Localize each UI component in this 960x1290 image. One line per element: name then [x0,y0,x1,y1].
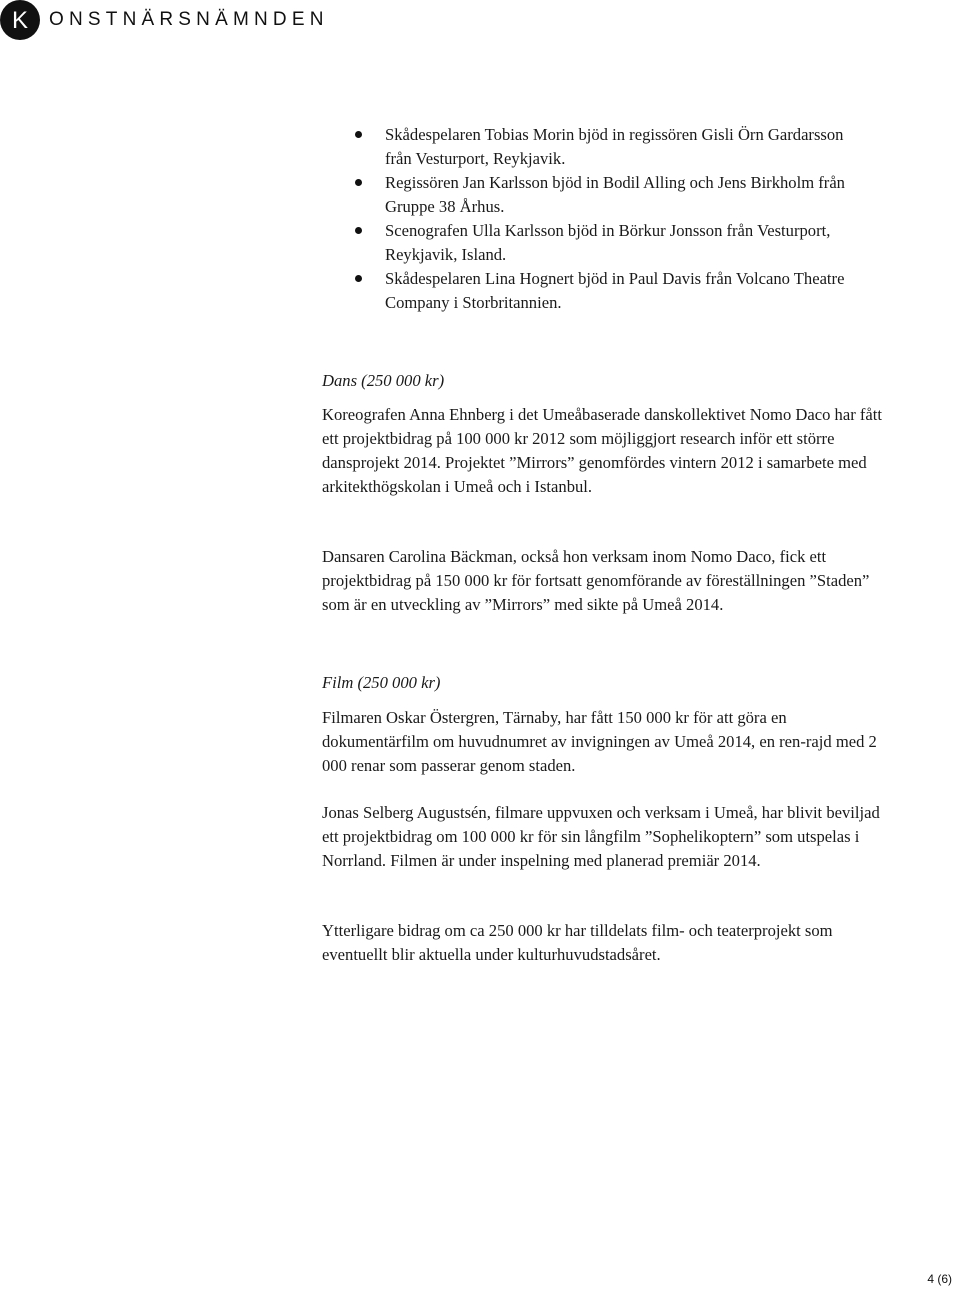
page-number: 4 (6) [927,1272,952,1286]
logo-wordmark: ONSTNÄRSNÄMNDEN [49,9,329,30]
list-item [355,123,845,171]
header [0,0,400,44]
bullet-icon [355,179,362,186]
list-item [355,171,845,219]
bullet-text: Regissören Jan Karlsson bjöd in Bodil Alling och Jens Birkholm från Gruppe 38 Århus. [385,173,845,216]
bullet-icon [355,227,362,234]
bullet-text: Skådespelaren Tobias Morin bjöd in regissören Gisli Örn Gardarsson från Vesturport, Reykjavik. [385,125,844,168]
film-paragraph-1: Filmaren Oskar Östergren, Tärnaby, har fått 150 000 kr för att göra en dokumentärfilm om huvudnumret av invigningen av Umeå 2014, en ren-rajd med 2 000 renar som passerar genom staden. [322,708,877,775]
bullet-list [355,123,845,315]
film-heading: Film (250 000 kr) [322,673,441,692]
dans-heading: Dans (250 000 kr) [322,371,445,390]
bullet-text: Skådespelaren Lina Hognert bjöd in Paul Davis från Volcano Theatre Company i Storbritannien. [385,269,845,312]
film-paragraph-2: Jonas Selberg Augustsén, filmare uppvuxen och verksam i Umeå, har blivit beviljad ett projektbidrag om 100 000 kr för sin långfilm ”Sophelikoptern” som utspelas i Norrland. Filmen är under inspelning med planerad premiär 2014. [322,803,880,870]
logo-k-icon [0,0,40,40]
svg-text:K: K [11,7,29,34]
bullet-text: Scenografen Ulla Karlsson bjöd in Börkur Jonsson från Vesturport, Reykjavik, Island. [385,221,831,264]
dans-paragraph-1: Koreografen Anna Ehnberg i det Umeåbaserade danskollektivet Nomo Daco har fått ett projektbidrag på 100 000 kr 2012 som möjliggjort research inför ett större dansprojekt 2014. Projektet ”Mirrors” genomfördes vintern 2012 i samarbete med arkitekthögskolan i Umeå och i Istanbul. [322,405,882,496]
list-item [355,219,845,267]
logo-k-glyph [0,0,40,40]
film-paragraph-3: Ytterligare bidrag om ca 250 000 kr har tilldelats film- och teaterprojekt som eventuellt blir aktuella under kulturhuvudstadsåret. [322,921,833,964]
dans-paragraph-2: Dansaren Carolina Bäckman, också hon verksam inom Nomo Daco, fick ett projektbidrag på 150 000 kr för fortsatt genomförande av föreställningen ”Staden” som är en utveckling av ”Mirrors” med sikte på Umeå 2014. [322,547,870,614]
bullet-icon [355,275,362,282]
bullet-icon [355,131,362,138]
list-item [355,267,845,315]
